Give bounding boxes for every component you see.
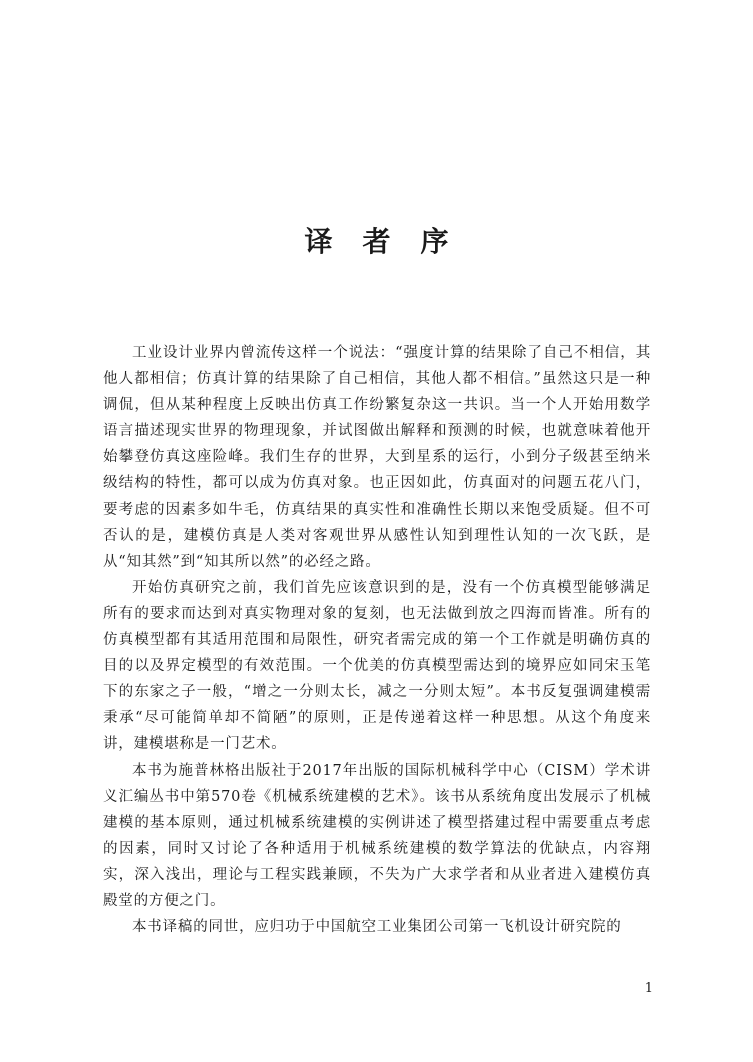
page-number: 1 xyxy=(644,981,653,996)
page-title: 译者序 xyxy=(304,225,479,258)
paragraph: 本书为施普林格出版社于2017年出版的国际机械科学中心（CISM）学术讲义汇编丛书中第570卷《机械系统建模的艺术》。该书从系统角度出发展示了机械建模的基本原则，通过机械系统建模的实例讲述了模型搭建过程中需要重点考虑的因素，同时又讨论了各种适用于机械系统建模的数学算法的优缺点，内容翔实，深入浅出，理论与工程实践兼顾，不失为广大求学者和从业者进入建模仿真殿堂的方便之门。 xyxy=(103,762,651,909)
body-text xyxy=(103,340,651,940)
paragraph: 工业设计业界内曾流传这样一个说法：“强度计算的结果除了自己不相信，其他人都相信；仿真计算的结果除了自己相信，其他人都不相信。”虽然这只是一种调侃，但从某种程度上反映出仿真工作纷繁复杂这一共识。当一个人开始用数学语言描述现实世界的物理现象，并试图做出解释和预测的时候，也就意味着他开始攀登仿真这座险峰。我们生存的世界，大到星系的运行，小到分子级甚至纳米级结构的特性，都可以成为仿真对象。也正因如此，仿真面对的问题五花八门，要考虑的因素多如牛毛，仿真结果的真实性和准确性长期以来饱受质疑。但不可否认的是，建模仿真是人类对客观世界从感性认知到理性认知的一次飞跃，是从“知其然”到“知其所以然”的必经之路。 xyxy=(103,345,651,570)
paragraph: 开始仿真研究之前，我们首先应该意识到的是，没有一个仿真模型能够满足所有的要求而达到对真实物理对象的复刻，也无法做到放之四海而皆准。所有的仿真模型都有其适用范围和局限性，研究者需完成的第一个工作就是明确仿真的目的以及界定模型的有效范围。一个优美的仿真模型需达到的境界应如同宋玉笔下的东家之子一般，“增之一分则太长，减之一分则太短”。本书反复强调建模需秉承“尽可能简单却不简陋”的原则，正是传递着这样一种思想。从这个角度来讲，建模堪称是一门艺术。 xyxy=(103,579,651,753)
paragraph: 本书译稿的同世，应归功于中国航空工业集团公司第一飞机设计研究院的 xyxy=(132,919,622,936)
